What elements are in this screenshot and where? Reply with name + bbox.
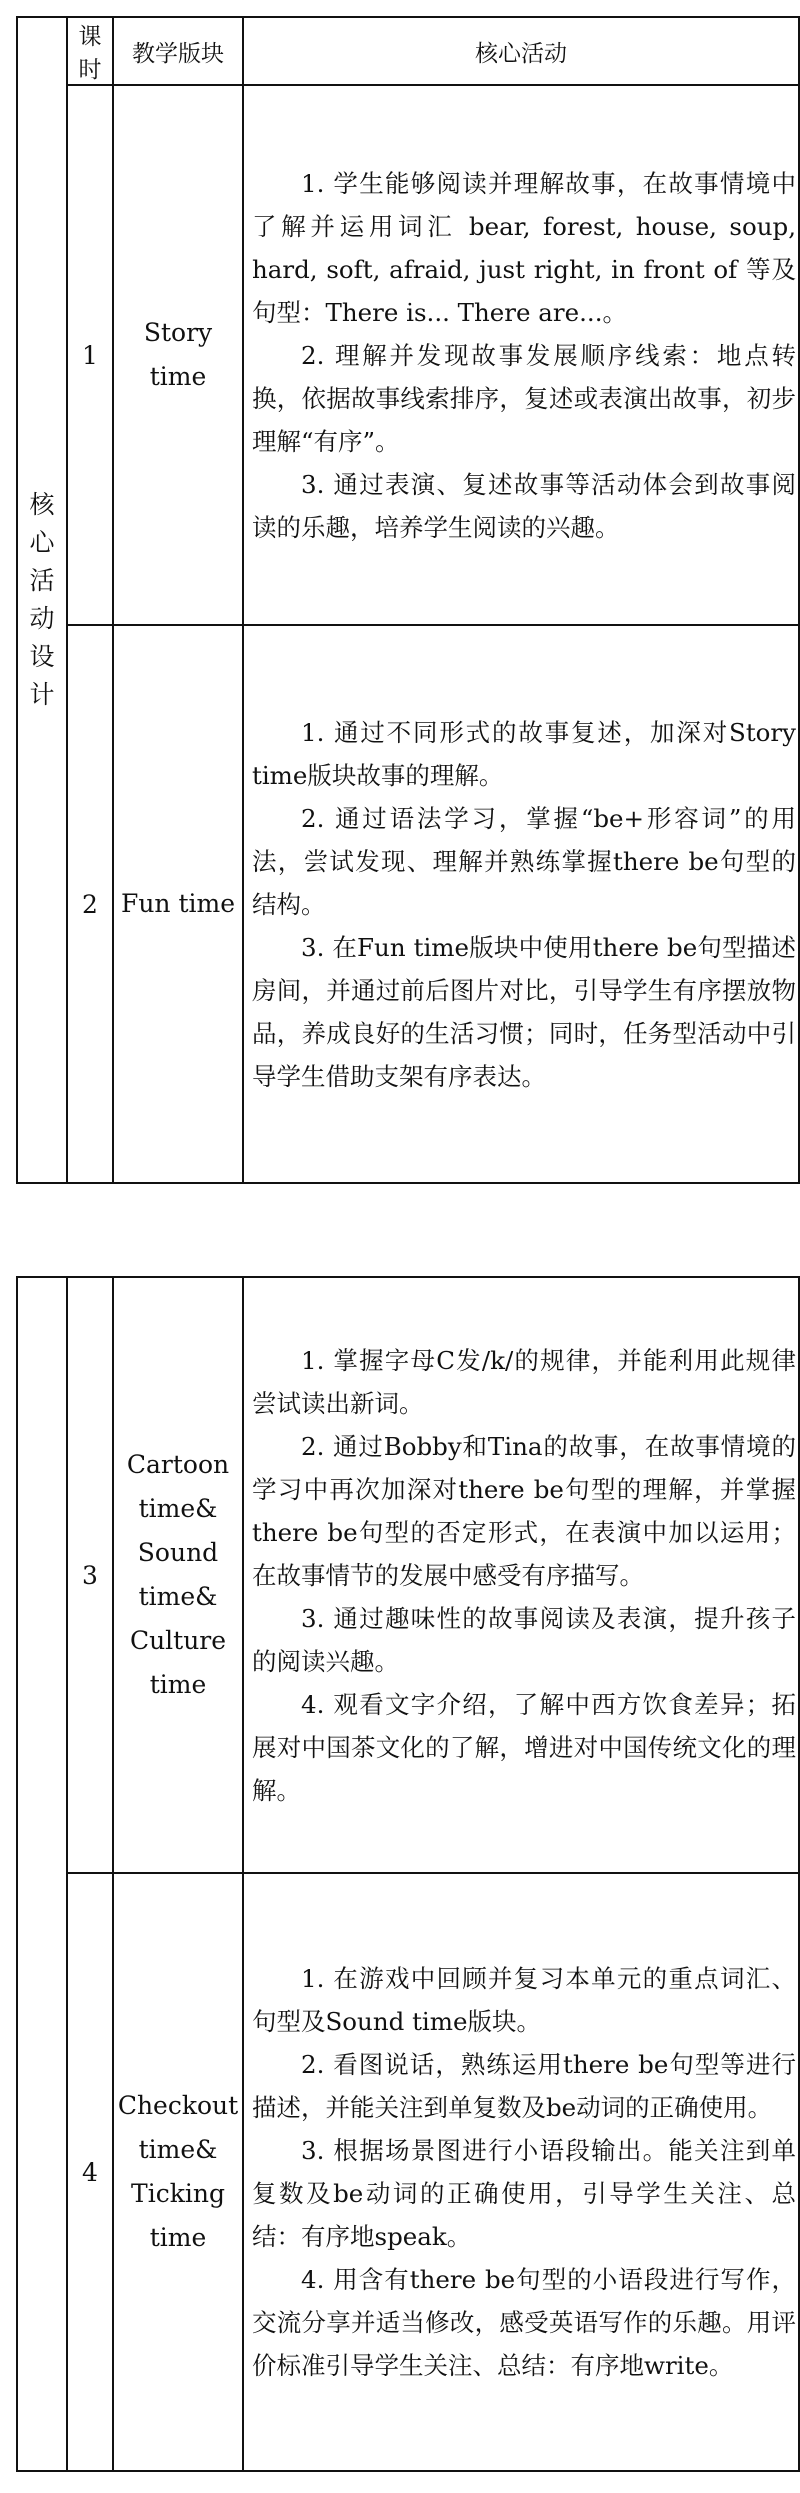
table-row <box>17 625 799 1183</box>
activity-item: 3. 根据场景图进行小语段输出。能关注到单复数及be动词的正确使用，引导学生关注、总结：有序地speak。 <box>252 2136 796 2251</box>
activity-item: 3. 通过趣味性的故事阅读及表演，提升孩子的阅读兴趣。 <box>252 1603 796 1676</box>
lesson-number: 2 <box>67 625 113 1183</box>
module-line: Culture <box>129 1626 227 1655</box>
side-label-char: 动 <box>29 604 55 633</box>
side-label-char: 活 <box>29 566 55 595</box>
lesson-number: 1 <box>67 85 113 625</box>
side-label-char: 计 <box>29 680 55 709</box>
lesson-module <box>113 625 243 1183</box>
activity-item: 1. 掌握字母C发/k/的规律，并能利用此规律尝试读出新词。 <box>252 1345 796 1418</box>
lesson-activities <box>243 85 799 625</box>
lesson-number: 3 <box>67 1277 113 1873</box>
module-line: time <box>149 1670 207 1699</box>
activity-item: 3. 通过表演、复述故事等活动体会到故事阅读的乐趣，培养学生阅读的兴趣。 <box>252 469 796 542</box>
activity-item: 2. 通过Bobby和Tina的故事，在故事情境的学习中再次加深对there be句型的理解，并掌握there be句型的否定形式，在表演中加以运用；在故事情节的发展中感受有序描写。 <box>252 1431 796 1590</box>
activity-item: 2. 看图说话，熟练运用there be句型等进行描述，并能关注到单复数及be动词的正确使用。 <box>252 2050 796 2122</box>
lesson-activities <box>243 1277 799 1873</box>
module-line: Story time <box>143 318 213 391</box>
activity-item: 4. 观看文字介绍，了解中西方饮食差异；拓展对中国茶文化的了解，增进对中国传统文化的理解。 <box>252 1689 796 1805</box>
side-label-char: 设 <box>29 642 55 671</box>
activity-item: 1. 学生能够阅读并理解故事，在故事情境中了解并运用词汇 bear, forest, house, soup, hard, soft, afraid, just right, in front of 等及句型：There is... There are...。 <box>252 168 796 327</box>
table-row <box>17 1873 799 2471</box>
activity-item: 1. 在游戏中回顾并复习本单元的重点词汇、句型及Sound time版块。 <box>252 1964 796 2036</box>
module-line: Fun time <box>120 889 236 918</box>
side-label-cell-empty <box>17 1277 67 2471</box>
side-label-char: 心 <box>29 528 55 557</box>
lesson-module <box>113 1277 243 1873</box>
module-line: time& <box>138 1494 218 1523</box>
lesson-number: 4 <box>67 1873 113 2471</box>
lesson-module <box>113 85 243 625</box>
header-module: 教学版块 <box>113 17 243 85</box>
activity-item: 3. 在Fun time版块中使用there be句型描述房间，并通过前后图片对比，引导学生有序摆放物品，养成良好的生活习惯；同时，任务型活动中引导学生借助支架有序表达。 <box>252 932 796 1091</box>
activity-item: 4. 用含有there be句型的小语段进行写作，交流分享并适当修改，感受英语写作的乐趣。用评价标准引导学生关注、总结：有序地write。 <box>252 2265 796 2380</box>
side-label-cell <box>17 17 67 1183</box>
header-lesson: 课时 <box>67 17 113 85</box>
module-line: Cartoon <box>126 1450 230 1479</box>
module-line: Checkout <box>117 2091 239 2120</box>
table-row <box>17 1277 799 1873</box>
module-line: Ticking <box>131 2179 225 2208</box>
module-line: Sound <box>137 1538 219 1567</box>
module-line: time& <box>138 2135 218 2164</box>
side-label-char: 核 <box>29 490 55 519</box>
lesson-table-top <box>16 16 800 1184</box>
table-row <box>17 85 799 625</box>
lesson-module <box>113 1873 243 2471</box>
lesson-activities <box>243 1873 799 2471</box>
lesson-activities <box>243 625 799 1183</box>
activity-item: 1. 通过不同形式的故事复述，加深对Story time版块故事的理解。 <box>252 717 796 790</box>
activity-item: 2. 通过语法学习，掌握“be+形容词”的用法，尝试发现、理解并熟练掌握there be句型的结构。 <box>252 803 796 919</box>
lesson-table-bottom <box>16 1276 800 2472</box>
module-line: time <box>149 2223 207 2252</box>
module-line: time& <box>138 1582 218 1611</box>
header-activity: 核心活动 <box>243 17 799 85</box>
activity-item: 2. 理解并发现故事发展顺序线索：地点转换，依据故事线索排序，复述或表演出故事，初步理解“有序”。 <box>252 340 796 456</box>
